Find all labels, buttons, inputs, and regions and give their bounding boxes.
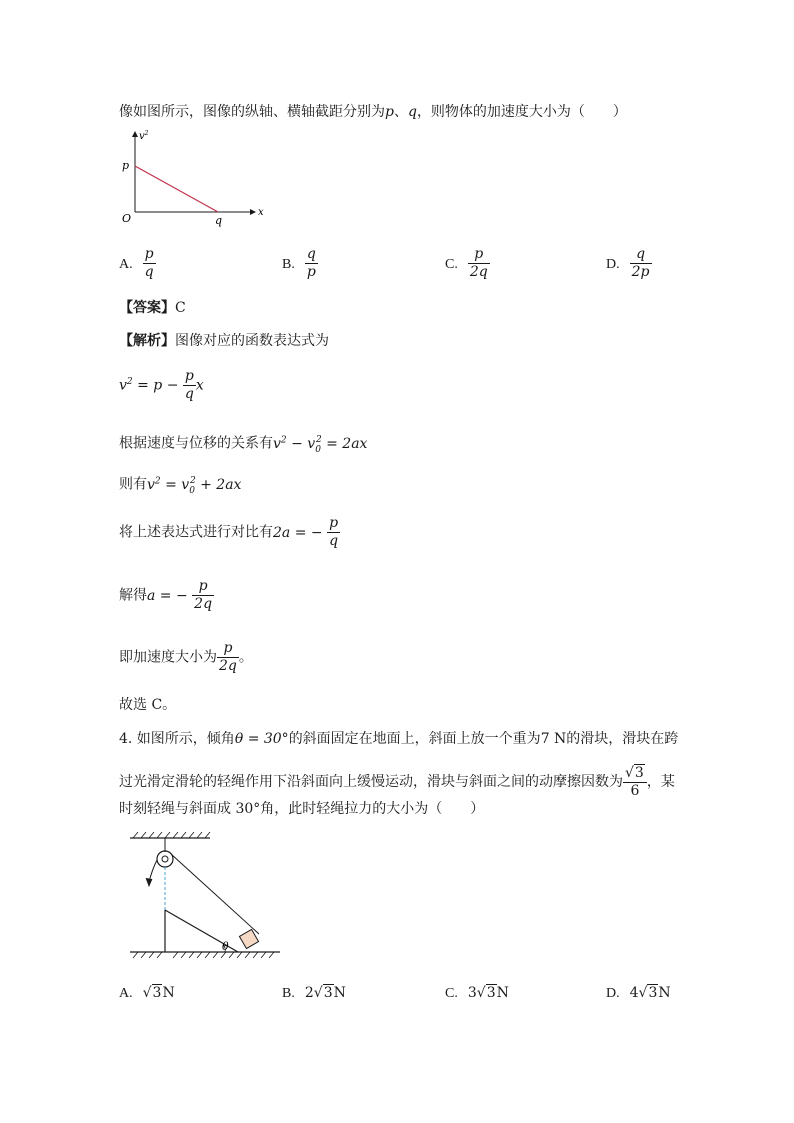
q3-q: q bbox=[407, 104, 417, 120]
origin-label: O bbox=[122, 212, 132, 225]
q4-weight: 7 N bbox=[540, 731, 567, 747]
q3-option-c[interactable]: C. $\frac{p}{2q}$ bbox=[445, 246, 488, 280]
p-intercept-label: p bbox=[122, 159, 130, 172]
ceiling-hatch bbox=[133, 832, 210, 838]
q3-stem bbox=[119, 102, 627, 122]
then-line: 则有$v^2 = v_0^2 + 2ax$ bbox=[119, 476, 242, 496]
q4-diagram bbox=[125, 832, 290, 964]
q4-line-1: 4. 如图所示，倾角θ = 30°的斜面固定在地面上，斜面上放一个重为7 N的滑块，滑块在跨 bbox=[119, 731, 679, 747]
accel-line: 即加速度大小为 $\frac{p}{2q}$ 。 bbox=[119, 640, 253, 674]
conclusion-line: 故选 C。 bbox=[119, 697, 177, 713]
q4-line-2: 过光滑定滑轮的轻绳作用下沿斜面向上缓慢运动，滑块与斜面之间的动摩擦因数为 $\frac{√3}{6}$ ，某 bbox=[119, 765, 675, 799]
pulley-axle bbox=[162, 856, 168, 862]
q4-mu: $\frac{√3}{6}$ bbox=[623, 764, 647, 800]
solve-line: 解得a = − $\frac{p}{2q}$ bbox=[119, 578, 213, 612]
slider-block bbox=[239, 929, 258, 948]
answer-tag: 【答案】 bbox=[119, 300, 175, 316]
analysis-intro: 图像对应的函数表达式为 bbox=[175, 333, 329, 349]
q4-line-3: 时刻轻绳与斜面成 30°角，此时轻绳拉力的大小为（ ） bbox=[119, 801, 485, 817]
y-axis-label: $v^2$ bbox=[139, 130, 149, 142]
q3-stem-end: ，则物体的加速度大小为（ ） bbox=[416, 104, 627, 120]
pulley-icon bbox=[157, 851, 173, 867]
pull-arrow-icon bbox=[146, 878, 152, 886]
q4-option-d[interactable]: D. 4√3N bbox=[606, 985, 671, 1001]
ground-hatch bbox=[133, 952, 274, 958]
rope-to-block bbox=[171, 854, 259, 934]
q3-graph bbox=[115, 128, 275, 228]
q3-stem-text: 像如图所示，图像的纵轴、横轴截距分别为 bbox=[119, 104, 385, 120]
compare-line: 将上述表达式进行对比有2a = − $\frac{p}{q}$ bbox=[119, 515, 339, 549]
analysis-tag: 【解析】 bbox=[119, 333, 175, 349]
q3-option-a[interactable]: A. $\frac{p}{q}$ bbox=[119, 246, 154, 280]
q3-option-b[interactable]: B. $\frac{q}{p}$ bbox=[282, 246, 316, 280]
x-axis-label: x bbox=[258, 207, 264, 218]
q3-p: p bbox=[385, 104, 394, 120]
analysis-line bbox=[119, 331, 329, 351]
q4-theta-eq: θ = 30° bbox=[234, 731, 289, 747]
q3-sep: 、 bbox=[393, 104, 408, 120]
q4-option-a[interactable]: A. √3N bbox=[119, 985, 175, 1001]
q3-option-d[interactable]: D. $\frac{q}{2p}$ bbox=[606, 246, 650, 280]
q4-option-b[interactable]: B. 2√3N bbox=[282, 985, 346, 1001]
q-intercept-label: q bbox=[215, 214, 223, 227]
answer-value: C bbox=[175, 300, 186, 316]
theta-label: θ bbox=[222, 940, 229, 953]
q4-option-c[interactable]: C. 3√3N bbox=[445, 985, 509, 1001]
answer-line bbox=[119, 298, 186, 318]
equation-1: $v^2 = p$ − $\frac{p}{q}$ x bbox=[119, 368, 204, 402]
relation-line: 根据速度与位移的关系有$v^2 - v_0^2 = 2ax$ bbox=[119, 435, 368, 455]
graph-line bbox=[135, 166, 218, 212]
